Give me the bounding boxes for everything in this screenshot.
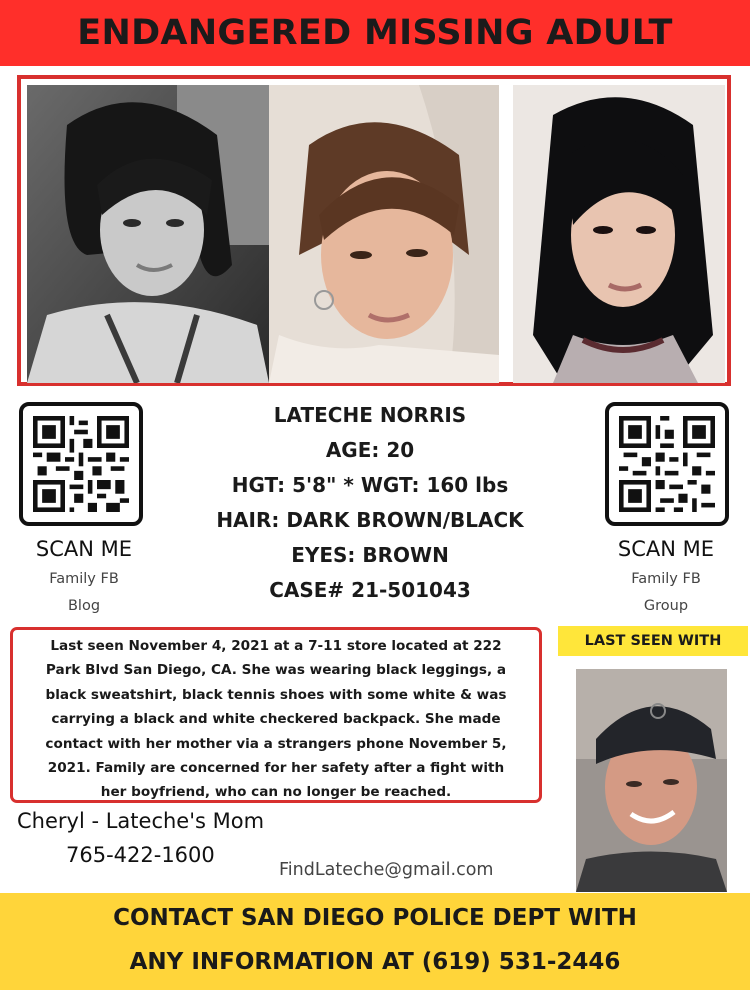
last-seen-with-badge: LAST SEEN WITH [558,626,748,656]
footer-line-2: ANY INFORMATION AT (619) 531-2446 [129,949,621,975]
photo-middle [269,85,499,383]
qr-code-family-group[interactable] [605,402,729,526]
description-line: Park Blvd San Diego, CA. She was wearing black leggings, a [45,662,507,679]
photo-frame [17,75,731,386]
description-line: carrying a black and white checkered backpack. She made [51,711,501,728]
scan-me-label-left: SCAN ME [35,537,133,561]
footer-line-1: CONTACT SAN DIEGO POLICE DEPT WITH [113,905,637,931]
description-line: 2021. Family are concerned for her safety after a fight with [47,760,505,777]
qr-code-icon [619,416,715,512]
contact-phone: 765-422-1600 [66,843,215,867]
person-height-weight: HGT: 5'8" * WGT: 160 lbs [231,473,509,497]
last-seen-description [10,627,542,803]
description-line: black sweatshirt, black tennis shoes with some white & was [45,686,507,703]
contact-name: Cheryl - Lateche's Mom [17,809,265,833]
description-line: her boyfriend, who can no longer be reached. [100,784,452,801]
qr-code-family-blog[interactable] [19,402,143,526]
person-name: LATECHE NORRIS [273,403,467,427]
person-eyes: EYES: BROWN [291,543,449,567]
poster-header [0,0,750,66]
person-hair: HAIR: DARK BROWN/BLACK [216,508,524,532]
qr-caption-right-line2: Group [643,598,689,614]
police-contact-footer [0,893,750,990]
contact-email: FindLateche@gmail.com [279,860,494,880]
poster-title: ENDANGERED MISSING ADULT [77,13,673,53]
qr-caption-left-line2: Blog [67,598,101,614]
scan-me-label-right: SCAN ME [617,537,715,561]
description-line: contact with her mother via a strangers phone November 5, [45,735,507,752]
qr-caption-left-line1: Family FB [49,571,119,587]
person-age: AGE: 20 [325,438,415,462]
person-info [180,398,560,608]
qr-code-icon [33,416,129,512]
qr-caption-right-line1: Family FB [631,571,701,587]
photo-left [27,85,269,383]
photo-right [513,85,725,383]
photo-boyfriend [576,669,727,892]
case-number: CASE# 21-501043 [269,578,471,602]
description-line: Last seen November 4, 2021 at a 7-11 store located at 222 [50,638,502,654]
